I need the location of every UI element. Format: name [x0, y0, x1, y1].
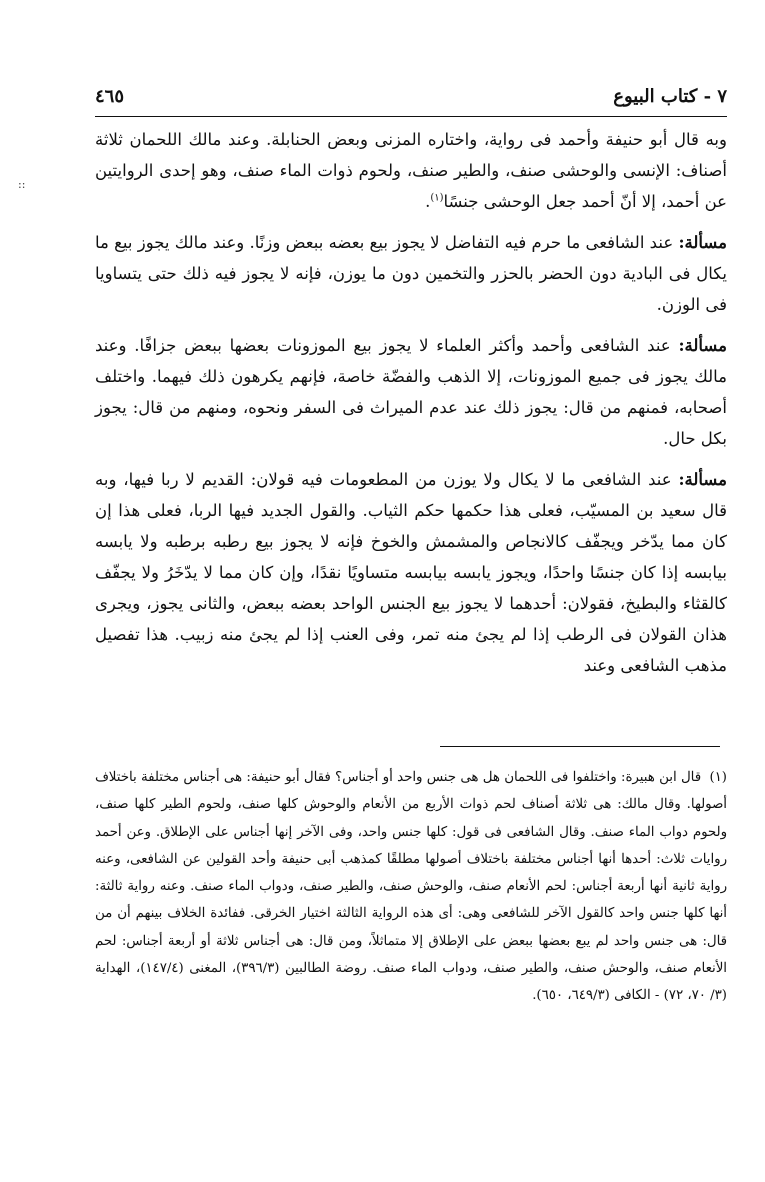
running-title: ٧ - كتاب البيوع	[613, 86, 727, 107]
paragraph-3-text: عند الشافعى وأحمد وأكثر العلماء لا يجوز بيع الموزونات بعضها ببعض جزافًا. وعند مالك يجوز فى جميع الموزونات، إلا الذهب والفضّة خاصة، فإنهم يكرهون ذلك فيهما. واختلف أصحابه، فمنهم من قال: يجوز ذلك عند عدم الميراث فى السفر ونحوه، ومنهم من قال: يجوز بكل حال.	[95, 336, 727, 448]
margin-mark: ::	[18, 178, 26, 191]
paragraph-4-text: عند الشافعى ما لا يكال ولا يوزن من المطعومات فيه قولان: القديم لا ربا فيها، وبه قال سعيد بن المسيّب، فعلى هذا حكمها حكم الثياب. والقول الجديد فيها الربا، فعلى هذا إن كان مما يدّخر ويجفّف كالانجاص والمشمش والخوخ فإنه لا يجوز بيع رطبه برطبه ولا يابسه بيابسه إذا كان جنسًا واحدًا، ويجوز يابسه بيابسه متساويًا نقدًا، وإن كان مما لا يدّخَرُ ولا يجفّف كالقثاء والبطيخ، فقولان: أحدهما لا يجوز بيع الجنس الواحد بعضه ببعض، والثانى يجوز، ويجرى هذان القولان فى الرطب إذا لم يجئ منه تمر، وفى العنب إذا لم يجئ منه زبيب. هذا تفصيل مذهب الشافعى وعند	[95, 470, 727, 675]
paragraph-2-text: عند الشافعى ما حرم فيه التفاضل لا يجوز بيع بعضه ببعض وزنًا. وعند مالك يجوز بيع ما يكال فى البادية دون الحضر بالحزر والتخمين دون ما يوزن، فإنه لا يجوز فيه ذلك حتى يتساويا فى الوزن.	[95, 233, 727, 314]
paragraph-3	[95, 330, 727, 454]
issue-heading: مسألة:	[678, 470, 727, 489]
footnotes	[95, 764, 727, 1010]
page-number: ٤٦٥	[95, 86, 125, 107]
footnote-separator	[440, 746, 720, 747]
page-header	[95, 86, 727, 117]
issue-heading: مسألة:	[678, 233, 727, 252]
paragraph-1-text: وبه قال أبو حنيفة وأحمد فى رواية، واختاره المزنى وبعض الحنابلة. وعند مالك اللحمان ثلاثة أصناف: الإنسى والوحشى صنف، والطير صنف، ولحوم ذوات الماء صنف، وهو إحدى الروايتين عن أحمد، إلا أنّ أحمد جعل الوحشى جنسًا	[95, 130, 727, 211]
issue-heading: مسألة:	[678, 336, 727, 355]
paragraph-2	[95, 227, 727, 320]
footnote-marker: (١)	[709, 770, 727, 785]
footnote-text: قال ابن هبيرة: واختلفوا فى اللحمان هل هى جنس واحد أو أجناس؟ فقال أبو حنيفة: هى أجناس مختلفة باختلاف أصولها. وقال مالك: هى ثلاثة أصناف لحم ذوات الأربع من الأنعام والوحوش كلها صنف، ولحوم الطير كلها صنف، ولحوم دواب الماء صنف. وقال الشافعى فى قول: كلها جنس واحد، وفى الآخر إنها أجناس على الإطلاق. وعن أحمد روايات ثلاث: أحدها أنها أجناس مختلفة باختلاف أصولها مطلقًا كمذهب أبى حنيفة وأحد القولين عن الشافعى، وعنه رواية ثانية أنها أربعة أجناس: لحم الأنعام صنف، والوحش صنف، والطير صنف، ودواب الماء صنف. وعنه رواية ثالثة: أنها كلها جنس واحد كالقول الآخر للشافعى وهى: أى هذه الرواية الثالثة اختيار الخرقى. ففائدة الخلاف بينهم أن من قال: هى جنس واحد لم يبع بعضها ببعض على الإطلاق إلا متماثلاً، ومن قال: هى أجناس ثلاثة أو أربعة أجناس: لحم الأنعام صنف، والوحش صنف، والطير صنف، ودواب الماء صنف. روضة الطالبين (٣٩٦/٣)، المغنى (١٤٧/٤)، الهداية (٣/ ٧٠، ٧٢) - الكافى (٦٤٩/٣، ٦٥٠).	[95, 770, 727, 1004]
paragraph-4	[95, 464, 727, 681]
footnote-reference[interactable]: (١)	[430, 192, 444, 204]
main-text	[95, 124, 727, 691]
paragraph-1	[95, 124, 727, 217]
paragraph-1-end: .	[425, 192, 431, 211]
